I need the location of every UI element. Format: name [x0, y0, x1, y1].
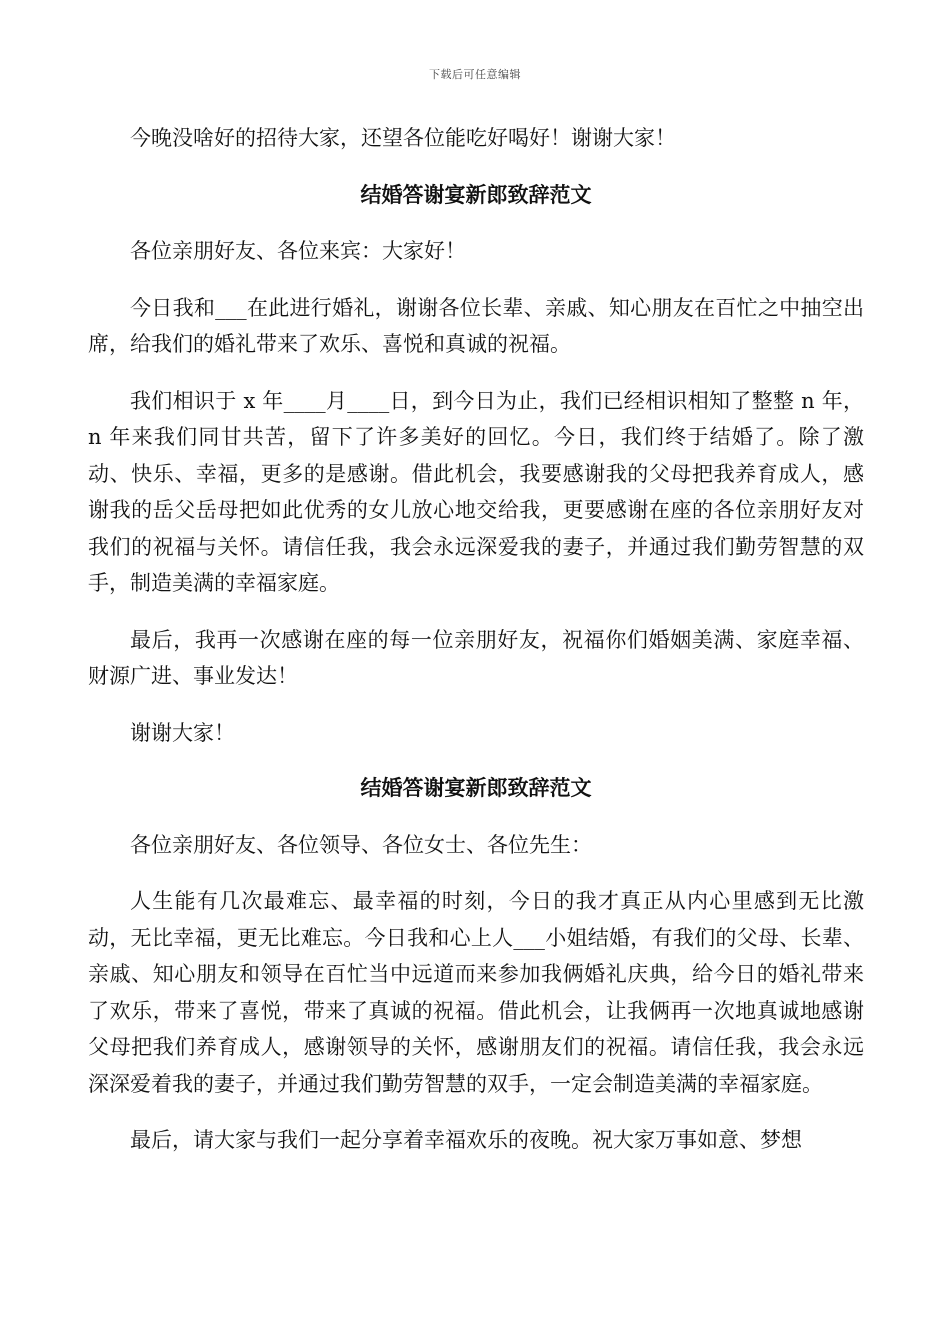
paragraph: 今晚没啥好的招待大家，还望各位能吃好喝好！谢谢大家！: [130, 126, 676, 150]
header-note: 下载后可任意编辑: [429, 68, 521, 81]
paragraph: 谢谢大家！: [130, 720, 235, 745]
paragraph: 最后，请大家与我们一起分享着幸福欢乐的夜晚。祝大家万事如意、梦想: [130, 1128, 802, 1152]
section-title: 结婚答谢宴新郎致辞范文: [360, 182, 592, 207]
paragraph: 人生能有几次最难忘、最幸福的时刻，今日的我才真正从内心里感到无比激动，无比幸福，更无比难忘。今日我和心上人___小姐结婚，有我们的父母、长辈、亲戚、知心朋友和领导在百忙当中远道而来参加我俩婚礼庆典，给今日的婚礼带来了欢乐，带来了喜悦，带来了真诚的祝福。借此机会，让我俩再一次地真诚地感谢父母把我们养育成人，感谢领导的关怀，感谢朋友们的祝福。请信任我，我会永远深深爱着我的妻子，并通过我们勤劳智慧的双手，一定会制造美满的幸福家庭。: [88, 889, 864, 1096]
paragraph: 最后，我再一次感谢在座的每一位亲朋好友，祝福你们婚姻美满、家庭幸福、财源广进、事业发达！: [88, 627, 864, 688]
paragraph: 各位亲朋好友、各位领导、各位女士、各位先生：: [130, 832, 592, 857]
paragraph: 今日我和___在此进行婚礼，谢谢各位长辈、亲戚、知心朋友在百忙之中抽空出席，给我们的婚礼带来了欢乐、喜悦和真诚的祝福。: [88, 295, 864, 356]
paragraph: 我们相识于 x 年____月____日，到今日为止，我们已经相识相知了整整 n 年，n 年来我们同甘共苦，留下了许多美好的回忆。今日，我们终于结婚了。除了激动、快乐、幸福，更多的是感谢。借此机会，我要感谢我的父母把我养育成人，感谢我的岳父岳母把如此优秀的女儿放心地交给我，更要感谢在座的各位亲朋好友对我们的祝福与关怀。请信任我，我会永远深爱我的妻子，并通过我们勤劳智慧的双手，制造美满的幸福家庭。: [88, 388, 864, 595]
paragraph: 各位亲朋好友、各位来宾：大家好！: [130, 239, 466, 263]
document-body: [88, 120, 864, 1179]
section-title: 结婚答谢宴新郎致辞范文: [360, 776, 592, 800]
